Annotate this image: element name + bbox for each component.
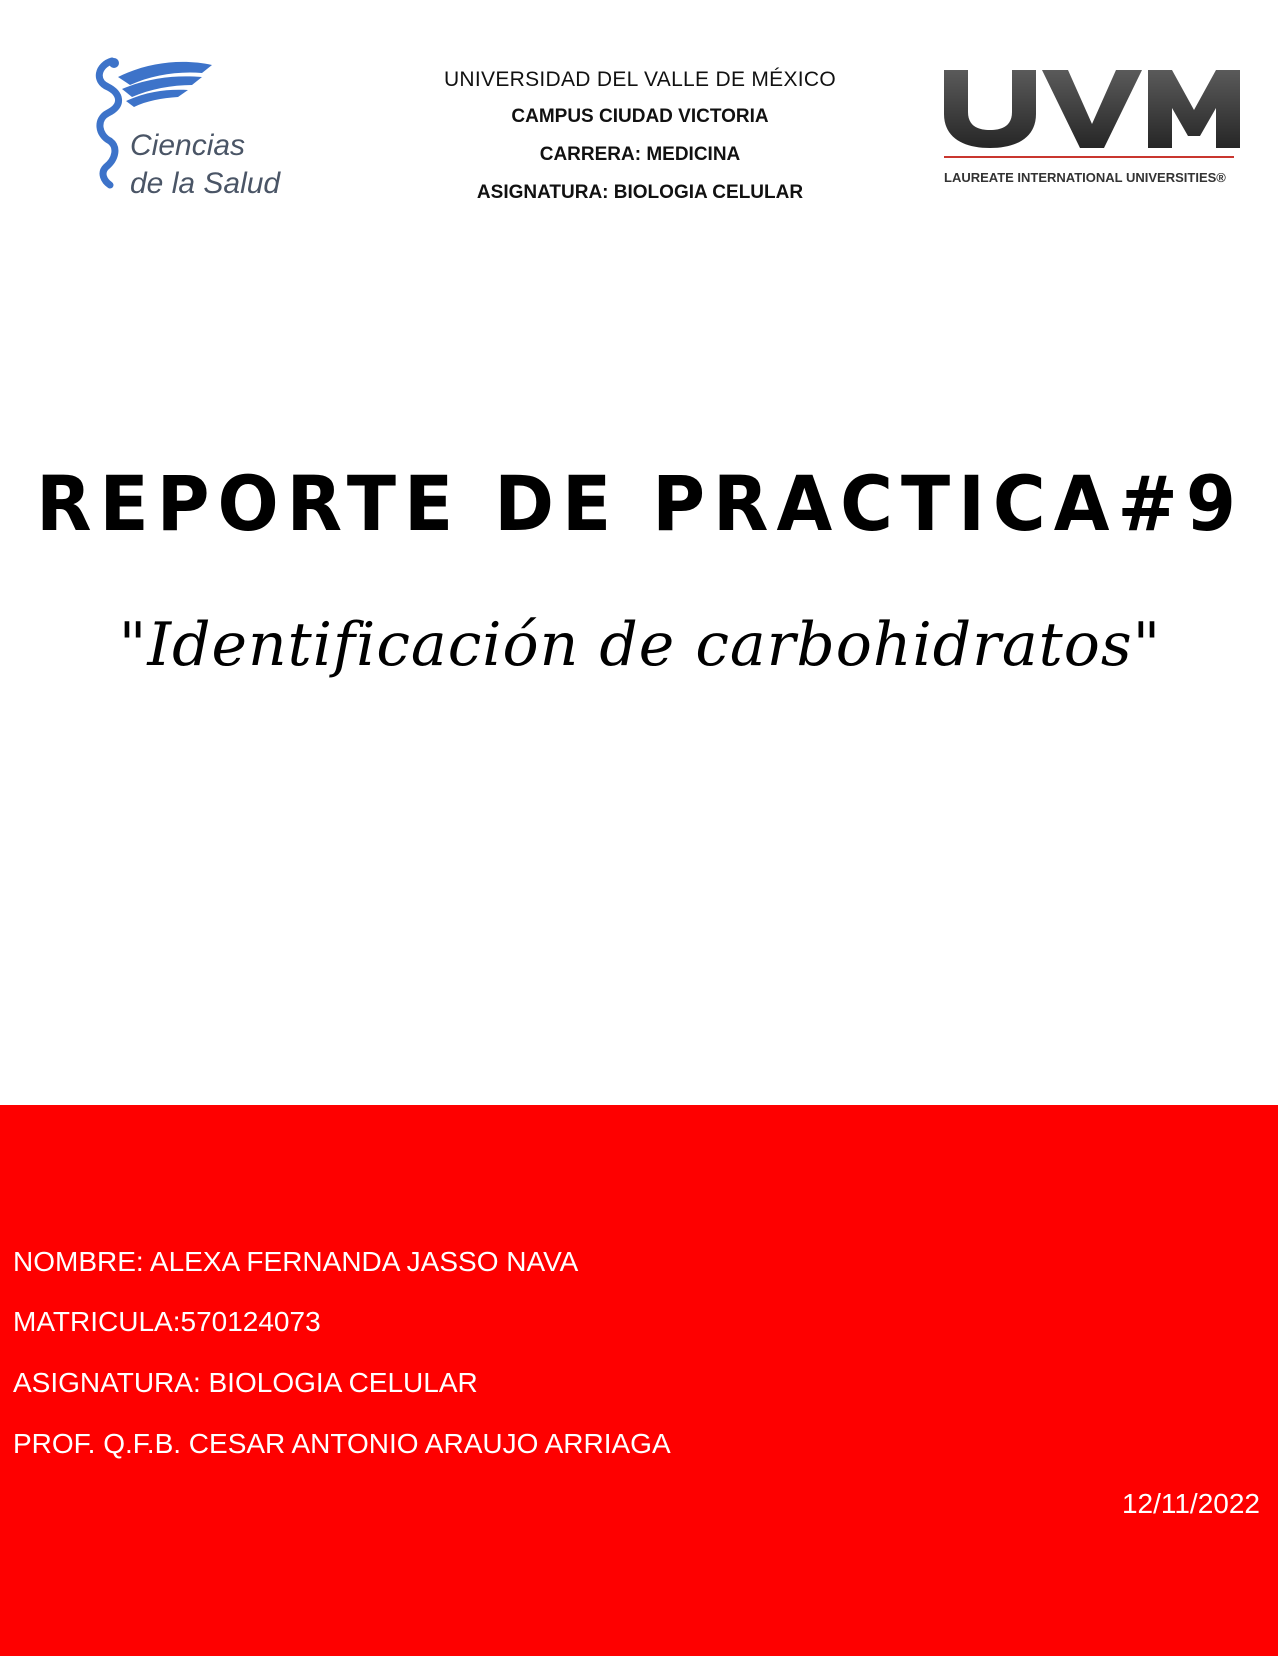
uvm-logo (942, 66, 1242, 196)
career-name: CARRERA: MEDICINA (539, 144, 741, 165)
university-name: UNIVERSIDAD DEL VALLE DE MÉXICO (443, 68, 837, 91)
report-subtitle: "Identificación de carbohidratos" (118, 610, 1162, 680)
course-subject: ASIGNATURA: BIOLOGIA CELULAR (13, 1367, 478, 1398)
uvm-tagline: LAUREATE INTERNATIONAL UNIVERSITIES® (944, 170, 1226, 185)
student-name: NOMBRE: ALEXA FERNANDA JASSO NAVA (13, 1246, 579, 1277)
uvm-logo-divider (944, 156, 1234, 158)
ciencias-salud-logo (90, 55, 310, 205)
institution-header (380, 68, 900, 220)
professor-name: PROF. Q.F.B. CESAR ANTONIO ARAUJO ARRIAGA (13, 1428, 671, 1459)
report-title: REPORTE DE PRACTICA#9 (36, 459, 1244, 549)
uvm-wordmark-icon (942, 66, 1242, 152)
campus-name: CAMPUS CIUDAD VICTORIA (511, 106, 769, 127)
logo-text-ciencias: Ciencias (130, 129, 246, 162)
student-id: MATRICULA:570124073 (13, 1306, 321, 1337)
logo-text-de-la-salud: de la Salud (130, 167, 281, 200)
subject-name: ASIGNATURA: BIOLOGIA CELULAR (476, 182, 804, 203)
report-date: 12/11/2022 (1121, 1488, 1260, 1519)
